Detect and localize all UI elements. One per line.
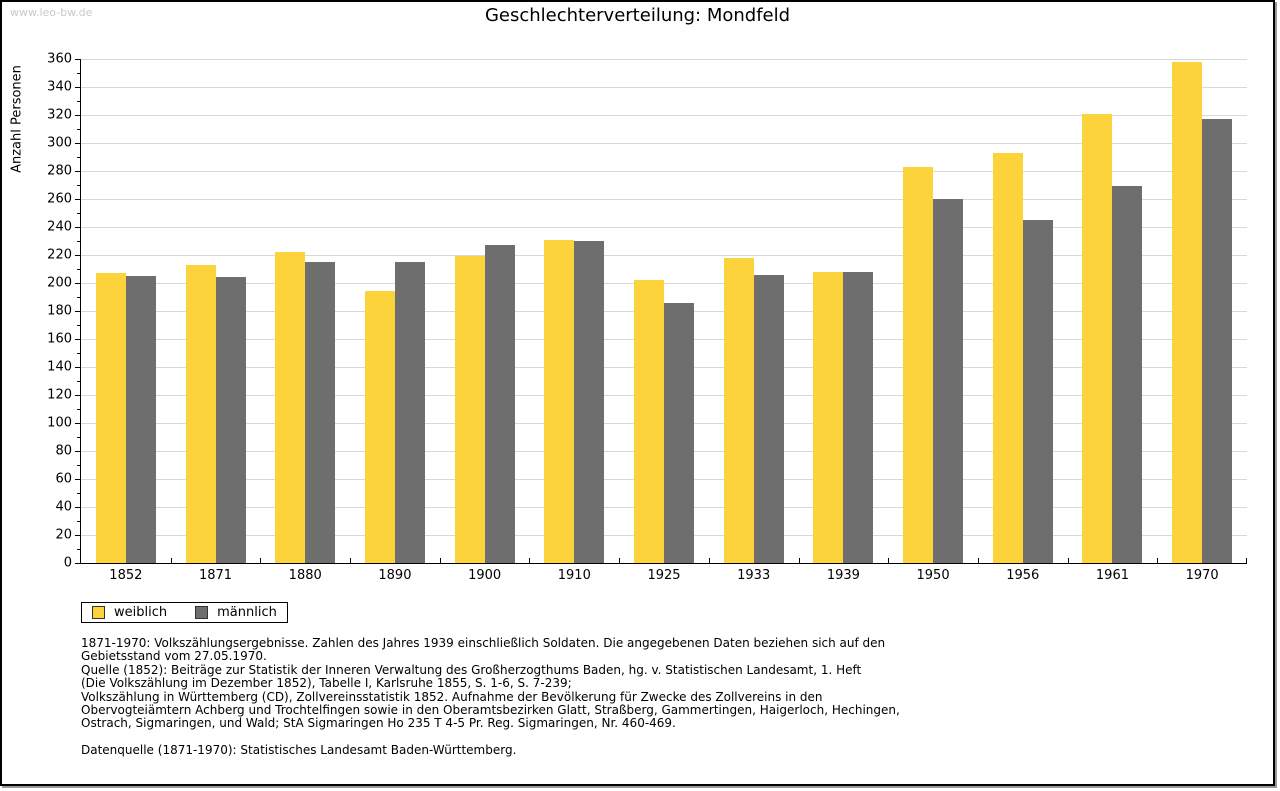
x-boundary-tick-3 xyxy=(350,558,351,563)
y-minor-tick-330 xyxy=(77,101,81,102)
y-minor-tick-350 xyxy=(77,73,81,74)
bar-männlich-1852 xyxy=(126,276,156,563)
bar-männlich-1925 xyxy=(664,303,694,563)
bar-weiblich-1871 xyxy=(186,265,216,563)
y-tick-160 xyxy=(75,339,81,340)
x-boundary-tick-7 xyxy=(709,558,710,563)
y-tick-label-220: 220 xyxy=(47,247,72,263)
bar-männlich-1961 xyxy=(1112,186,1142,563)
bar-männlich-1900 xyxy=(485,245,515,563)
y-tick-label-60: 60 xyxy=(55,471,72,487)
footnote-line-7: Ostrach, Sigmaringen, und Wald; StA Sigmaringen Ho 235 T 4-5 Pr. Reg. Sigmaringen, Nr. 460-469. xyxy=(81,716,676,731)
bar-weiblich-1890 xyxy=(365,291,395,563)
bar-weiblich-1910 xyxy=(544,240,574,563)
y-minor-tick-190 xyxy=(77,297,81,298)
y-minor-tick-170 xyxy=(77,325,81,326)
y-tick-label-280: 280 xyxy=(47,163,72,179)
y-tick-label-0: 0 xyxy=(63,555,72,571)
watermark: www.leo-bw.de xyxy=(10,6,93,19)
bar-weiblich-1925 xyxy=(634,280,664,563)
bar-männlich-1970 xyxy=(1202,119,1232,563)
x-tick-label-1900: 1900 xyxy=(468,568,502,583)
y-tick-label-140: 140 xyxy=(47,359,72,375)
y-tick-320 xyxy=(75,115,81,116)
y-tick-label-100: 100 xyxy=(47,415,72,431)
y-minor-tick-150 xyxy=(77,353,81,354)
footnote-line-5: Volkszählung in Württemberg (CD), Zollvereinsstatistik 1852. Aufnahme der Bevölkerung für Zwecke des Zollvereins in den xyxy=(81,689,823,704)
y-tick-label-240: 240 xyxy=(47,219,72,235)
y-minor-tick-130 xyxy=(77,381,81,382)
footnote-line-6: Obervogteiämtern Achberg und Trochtelfingen sowie in den Oberamtsbezirken Glatt, Straßberg, Gammertingen, Haigerloch, Hechingen, xyxy=(81,703,900,718)
legend-label-maennlich: männlich xyxy=(217,605,277,620)
y-minor-tick-10 xyxy=(77,549,81,550)
x-boundary-tick-9 xyxy=(888,558,889,563)
legend xyxy=(81,602,288,623)
x-tick-label-1970: 1970 xyxy=(1185,568,1219,583)
y-tick-140 xyxy=(75,367,81,368)
chart-title: Geschlechterverteilung: Mondfeld xyxy=(484,5,791,26)
y-minor-tick-110 xyxy=(77,409,81,410)
x-boundary-tick-10 xyxy=(978,558,979,563)
gridline-200 xyxy=(81,283,1247,284)
bar-männlich-1939 xyxy=(843,272,873,563)
y-tick-200 xyxy=(75,283,81,284)
x-boundary-tick-13 xyxy=(1246,558,1247,563)
bar-weiblich-1852 xyxy=(96,273,126,563)
x-tick-label-1939: 1939 xyxy=(826,568,860,583)
x-boundary-tick-2 xyxy=(260,558,261,563)
gridline-280 xyxy=(81,171,1247,172)
bar-weiblich-1961 xyxy=(1082,114,1112,563)
y-minor-tick-290 xyxy=(77,157,81,158)
x-boundary-tick-5 xyxy=(529,558,530,563)
bar-weiblich-1880 xyxy=(275,252,305,563)
y-tick-360 xyxy=(75,59,81,60)
gridline-300 xyxy=(81,143,1247,144)
x-boundary-tick-8 xyxy=(799,558,800,563)
bar-männlich-1956 xyxy=(1023,220,1053,563)
y-minor-tick-210 xyxy=(77,269,81,270)
plot-area xyxy=(47,51,1247,583)
y-minor-tick-310 xyxy=(77,129,81,130)
footnote-blank-line xyxy=(81,731,900,744)
footnote-line-4: (Die Volkszählung im Dezember 1852), Tabelle I, Karlsruhe 1855, S. 1-6, S. 7-239; xyxy=(81,676,572,691)
y-tick-label-360: 360 xyxy=(47,51,72,67)
x-boundary-tick-1 xyxy=(171,558,172,563)
bar-männlich-1950 xyxy=(933,199,963,563)
x-boundary-tick-4 xyxy=(440,558,441,563)
y-tick-340 xyxy=(75,87,81,88)
x-boundary-tick-6 xyxy=(619,558,620,563)
x-tick-label-1871: 1871 xyxy=(198,568,233,583)
x-tick-label-1925: 1925 xyxy=(647,568,681,583)
y-tick-label-340: 340 xyxy=(47,79,72,95)
gridline-360 xyxy=(81,59,1247,60)
y-tick-280 xyxy=(75,171,81,172)
y-minor-tick-70 xyxy=(77,465,81,466)
bar-männlich-1880 xyxy=(305,262,335,563)
y-tick-180 xyxy=(75,311,81,312)
x-tick-label-1890: 1890 xyxy=(378,568,412,583)
footnote-line-3: Quelle (1852): Beiträge zur Statistik der Inneren Verwaltung des Großherzogthums Baden, hg. v. Statistischen Landesamt, 1. Heft xyxy=(81,662,862,677)
gridline-220 xyxy=(81,255,1247,256)
bar-männlich-1910 xyxy=(574,241,604,563)
bar-weiblich-1970 xyxy=(1172,62,1202,563)
footnote-line-9: Datenquelle (1871-1970): Statistisches Landesamt Baden-Württemberg. xyxy=(81,743,517,758)
gridline-240 xyxy=(81,227,1247,228)
gridline-260 xyxy=(81,199,1247,200)
x-tick-label-1852: 1852 xyxy=(109,568,143,583)
x-boundary-tick-12 xyxy=(1157,558,1158,563)
bar-männlich-1933 xyxy=(754,275,784,563)
y-minor-tick-230 xyxy=(77,241,81,242)
legend-label-weiblich: weiblich xyxy=(114,605,168,620)
y-tick-label-180: 180 xyxy=(47,303,72,319)
x-tick-label-1933: 1933 xyxy=(737,568,771,583)
y-tick-label-320: 320 xyxy=(47,107,72,123)
y-tick-120 xyxy=(75,395,81,396)
y-tick-40 xyxy=(75,507,81,508)
y-tick-label-120: 120 xyxy=(47,387,72,403)
y-tick-220 xyxy=(75,255,81,256)
bar-weiblich-1939 xyxy=(813,272,843,563)
x-tick-label-1950: 1950 xyxy=(916,568,950,583)
y-tick-label-300: 300 xyxy=(47,135,72,151)
x-tick-label-1910: 1910 xyxy=(557,568,591,583)
y-tick-label-160: 160 xyxy=(47,331,72,347)
bar-weiblich-1933 xyxy=(724,258,754,563)
y-tick-label-200: 200 xyxy=(47,275,72,291)
y-tick-260 xyxy=(75,199,81,200)
bar-männlich-1871 xyxy=(216,277,246,563)
y-tick-100 xyxy=(75,423,81,424)
y-minor-tick-90 xyxy=(77,437,81,438)
legend-swatch-weiblich xyxy=(92,606,105,619)
bar-weiblich-1900 xyxy=(455,256,485,563)
y-tick-label-80: 80 xyxy=(55,443,72,459)
y-minor-tick-250 xyxy=(77,213,81,214)
footnote-line-2: Gebietsstand vom 27.05.1970. xyxy=(81,649,267,664)
y-tick-label-260: 260 xyxy=(47,191,72,207)
y-tick-20 xyxy=(75,535,81,536)
y-minor-tick-50 xyxy=(77,493,81,494)
y-tick-label-40: 40 xyxy=(55,499,72,515)
bar-weiblich-1956 xyxy=(993,153,1023,563)
x-tick-label-1956: 1956 xyxy=(1006,568,1040,583)
footnote-line-1: 1871-1970: Volkszählungsergebnisse. Zahlen des Jahres 1939 einschließlich Soldaten. Die angegebenen Daten beziehen sich auf den xyxy=(81,636,886,650)
y-tick-label-20: 20 xyxy=(55,527,72,543)
gridline-340 xyxy=(81,87,1247,88)
y-tick-80 xyxy=(75,451,81,452)
x-tick-label-1880: 1880 xyxy=(288,568,322,583)
y-minor-tick-30 xyxy=(77,521,81,522)
y-tick-60 xyxy=(75,479,81,480)
legend-swatch-maennlich xyxy=(195,606,208,619)
gridline-320 xyxy=(81,115,1247,116)
y-minor-tick-270 xyxy=(77,185,81,186)
bar-weiblich-1950 xyxy=(903,167,933,563)
y-axis-title: Anzahl Personen xyxy=(9,65,25,173)
x-tick-label-1961: 1961 xyxy=(1095,568,1129,583)
footnotes xyxy=(81,637,900,758)
y-tick-240 xyxy=(75,227,81,228)
y-tick-300 xyxy=(75,143,81,144)
bar-männlich-1890 xyxy=(395,262,425,563)
y-tick-0 xyxy=(75,563,81,564)
x-boundary-tick-11 xyxy=(1068,558,1069,563)
